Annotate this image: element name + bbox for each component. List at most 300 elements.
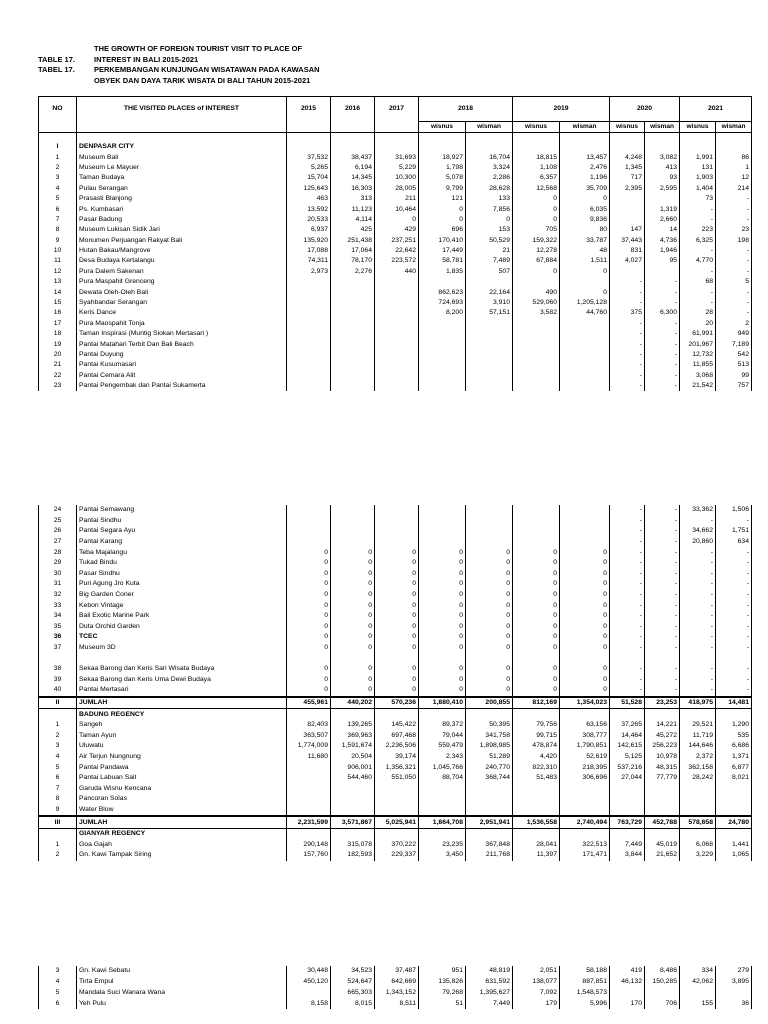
row-number: 4 bbox=[39, 977, 77, 988]
cell-value bbox=[645, 267, 680, 277]
cell-value: 0 bbox=[560, 664, 610, 675]
place-name: TCEC bbox=[77, 632, 287, 643]
cell-value: 12 bbox=[716, 173, 752, 183]
cell-value: 551,050 bbox=[375, 773, 419, 784]
cell-value: 315,078 bbox=[331, 839, 375, 850]
cell-value bbox=[287, 360, 331, 370]
cell-value bbox=[331, 516, 375, 527]
cell-value bbox=[287, 537, 331, 548]
cell-value: 157,760 bbox=[287, 850, 331, 861]
cell-value bbox=[610, 194, 645, 204]
cell-value bbox=[560, 381, 610, 391]
place-name: Dewata Oleh-Oleh Bali bbox=[77, 287, 287, 297]
cell-value: 82,403 bbox=[287, 720, 331, 731]
row-number: 8 bbox=[39, 794, 77, 805]
cell-value: - bbox=[645, 579, 680, 590]
table-row bbox=[39, 163, 752, 173]
place-name: Pantai Segara Ayu bbox=[77, 526, 287, 537]
cell-value: 2,286 bbox=[466, 173, 513, 183]
place-name: Taman Ayun bbox=[77, 730, 287, 741]
header-row bbox=[39, 97, 752, 122]
cell-value: - bbox=[645, 537, 680, 548]
cell-value: 0 bbox=[466, 579, 513, 590]
cell-value: 23 bbox=[716, 225, 752, 235]
row-number: 29 bbox=[39, 558, 77, 569]
cell-value: 144,646 bbox=[680, 741, 716, 752]
row-number: 13 bbox=[39, 277, 77, 287]
cell-value: 0 bbox=[513, 632, 560, 643]
row-number: 5 bbox=[39, 988, 77, 999]
cell-value: 139,265 bbox=[331, 720, 375, 731]
cell-value: 2,276 bbox=[331, 267, 375, 277]
cell-value: 0 bbox=[419, 590, 466, 601]
row-number: 5 bbox=[39, 194, 77, 204]
cell-value bbox=[513, 339, 560, 349]
cell-value bbox=[560, 142, 610, 152]
place-name: Bali Exotic Marine Park bbox=[77, 611, 287, 622]
cell-value: 46,132 bbox=[610, 977, 645, 988]
cell-value bbox=[560, 371, 610, 381]
cell-value: 419 bbox=[610, 966, 645, 977]
place-name: Pulau Serangan bbox=[77, 184, 287, 194]
cell-value: 11,719 bbox=[680, 730, 716, 741]
table-row bbox=[39, 850, 752, 861]
cell-value: - bbox=[645, 611, 680, 622]
cell-value: 949 bbox=[716, 329, 752, 339]
row-number: 38 bbox=[39, 664, 77, 675]
cell-value bbox=[287, 505, 331, 516]
cell-value: 642,669 bbox=[375, 977, 419, 988]
cell-value: 1,404 bbox=[680, 184, 716, 194]
row-number: 27 bbox=[39, 537, 77, 548]
cell-value: - bbox=[610, 516, 645, 527]
place-name: Pantai Kusumasari bbox=[77, 360, 287, 370]
row-number: 16 bbox=[39, 308, 77, 318]
cell-value: 3,844 bbox=[610, 850, 645, 861]
cell-value: 906,001 bbox=[331, 762, 375, 773]
cell-value: 0 bbox=[560, 622, 610, 633]
place-name: Uluwatu bbox=[77, 741, 287, 752]
cell-value: 0 bbox=[513, 558, 560, 569]
cell-value bbox=[560, 505, 610, 516]
cell-value: 48 bbox=[560, 246, 610, 256]
table-row bbox=[39, 730, 752, 741]
cell-value: - bbox=[645, 569, 680, 580]
cell-value: 0 bbox=[419, 547, 466, 558]
cell-value: 0 bbox=[331, 547, 375, 558]
cell-value bbox=[419, 516, 466, 527]
cell-value: - bbox=[716, 664, 752, 675]
row-number: 2 bbox=[39, 850, 77, 861]
row-number: 19 bbox=[39, 339, 77, 349]
cell-value bbox=[680, 709, 716, 720]
cell-value: 6,035 bbox=[560, 204, 610, 214]
cell-value: 429 bbox=[375, 225, 419, 235]
cell-value: 223 bbox=[680, 225, 716, 235]
cell-value bbox=[287, 526, 331, 537]
table-row bbox=[39, 805, 752, 817]
cell-value bbox=[645, 194, 680, 204]
table-row bbox=[39, 547, 752, 558]
cell-value: - bbox=[610, 558, 645, 569]
cell-value: 1,511 bbox=[560, 256, 610, 266]
cell-value: 0 bbox=[287, 600, 331, 611]
cell-value: 30,448 bbox=[287, 966, 331, 977]
cell-value: 1,898,985 bbox=[466, 741, 513, 752]
subheader-wisman: wisman bbox=[645, 122, 680, 133]
cell-value: 3,895 bbox=[716, 977, 752, 988]
table-row bbox=[39, 998, 752, 1009]
cell-value bbox=[610, 215, 645, 225]
cell-value: 52,619 bbox=[560, 752, 610, 763]
cell-value bbox=[560, 709, 610, 720]
cell-value: 578,658 bbox=[680, 816, 716, 828]
cell-value bbox=[331, 287, 375, 297]
cell-value: 21,542 bbox=[680, 381, 716, 391]
cell-value: 9,836 bbox=[560, 215, 610, 225]
cell-value: 0 bbox=[513, 547, 560, 558]
cell-value: - bbox=[680, 246, 716, 256]
cell-value: - bbox=[610, 526, 645, 537]
cell-value bbox=[513, 319, 560, 329]
cell-value: 507 bbox=[466, 267, 513, 277]
cell-value: 0 bbox=[466, 569, 513, 580]
cell-value: 5 bbox=[716, 277, 752, 287]
cell-value: 240,770 bbox=[466, 762, 513, 773]
subheader-wisman: wisman bbox=[716, 122, 752, 133]
cell-value: 0 bbox=[513, 590, 560, 601]
row-number: 26 bbox=[39, 526, 77, 537]
cell-value: 0 bbox=[466, 547, 513, 558]
cell-value: 18,927 bbox=[419, 152, 466, 162]
cell-value: 23,253 bbox=[645, 697, 680, 709]
cell-value: 513 bbox=[716, 360, 752, 370]
cell-value: 1,880,410 bbox=[419, 697, 466, 709]
cell-value: 57,151 bbox=[466, 308, 513, 318]
cell-value: 1,835 bbox=[419, 267, 466, 277]
cell-value bbox=[466, 805, 513, 817]
cell-value: 201,967 bbox=[680, 339, 716, 349]
cell-value bbox=[610, 709, 645, 720]
cell-value: 0 bbox=[419, 569, 466, 580]
cell-value: - bbox=[645, 622, 680, 633]
place-name: Prasasti Blanjong bbox=[77, 194, 287, 204]
place-name: Pantai Pandawa bbox=[77, 762, 287, 773]
cell-value bbox=[466, 319, 513, 329]
col-header-place: THE VISITED PLACES of INTEREST bbox=[77, 97, 287, 122]
cell-value bbox=[513, 142, 560, 152]
cell-value: 74,311 bbox=[287, 256, 331, 266]
cell-value: - bbox=[645, 590, 680, 601]
cell-value bbox=[645, 653, 680, 664]
cell-value: 425 bbox=[331, 225, 375, 235]
cell-value: - bbox=[716, 643, 752, 654]
subheader-wisman: wisman bbox=[560, 122, 610, 133]
cell-value bbox=[466, 339, 513, 349]
cell-value: 27,044 bbox=[610, 773, 645, 784]
cell-value: 14 bbox=[645, 225, 680, 235]
cell-value: 0 bbox=[466, 590, 513, 601]
cell-value bbox=[331, 371, 375, 381]
subheader-wisnus: wisnus bbox=[610, 122, 645, 133]
cell-value: 0 bbox=[375, 547, 419, 558]
place-name: Goa Gajah bbox=[77, 839, 287, 850]
cell-value: - bbox=[716, 516, 752, 527]
cell-value: - bbox=[680, 547, 716, 558]
cell-value: 2,476 bbox=[560, 163, 610, 173]
cell-value bbox=[716, 709, 752, 720]
table-row bbox=[39, 675, 752, 686]
cell-value: 12,732 bbox=[680, 350, 716, 360]
cell-value: - bbox=[610, 600, 645, 611]
row-number: 14 bbox=[39, 287, 77, 297]
cell-value bbox=[419, 653, 466, 664]
cell-value: 0 bbox=[513, 194, 560, 204]
cell-value: - bbox=[610, 685, 645, 697]
cell-value: 0 bbox=[419, 675, 466, 686]
place-name: Gn. Kawi Tampak Siring bbox=[77, 850, 287, 861]
table-row bbox=[39, 590, 752, 601]
row-number: 20 bbox=[39, 350, 77, 360]
cell-value: 86 bbox=[716, 152, 752, 162]
cell-value bbox=[375, 653, 419, 664]
cell-value bbox=[466, 794, 513, 805]
table-row bbox=[39, 256, 752, 266]
cell-value: - bbox=[680, 287, 716, 297]
cell-value: 1,946 bbox=[645, 246, 680, 256]
cell-value: 0 bbox=[560, 267, 610, 277]
cell-value bbox=[560, 805, 610, 817]
row-number: 4 bbox=[39, 752, 77, 763]
cell-value: 28,628 bbox=[466, 184, 513, 194]
cell-value bbox=[645, 142, 680, 152]
table-row bbox=[39, 173, 752, 183]
cell-value: - bbox=[645, 360, 680, 370]
table-row bbox=[39, 600, 752, 611]
place-name: Air Terjun Nungnung bbox=[77, 752, 287, 763]
table-row bbox=[39, 277, 752, 287]
cell-value bbox=[513, 783, 560, 794]
place-name: Pantai Semawang bbox=[77, 505, 287, 516]
cell-value: 1,774,009 bbox=[287, 741, 331, 752]
cell-value: - bbox=[680, 204, 716, 214]
cell-value bbox=[419, 277, 466, 287]
cell-value: - bbox=[610, 277, 645, 287]
cell-value: 99,715 bbox=[513, 730, 560, 741]
cell-value: 256,223 bbox=[645, 741, 680, 752]
place-name: Museum 3D bbox=[77, 643, 287, 654]
cell-value bbox=[375, 505, 419, 516]
cell-value bbox=[466, 653, 513, 664]
cell-value: 1,196 bbox=[560, 173, 610, 183]
cell-value: 452,788 bbox=[645, 816, 680, 828]
cell-value bbox=[466, 709, 513, 720]
cell-value bbox=[610, 988, 645, 999]
cell-value: 251,438 bbox=[331, 236, 375, 246]
cell-value: 706 bbox=[645, 998, 680, 1009]
cell-value: 51,528 bbox=[610, 697, 645, 709]
table-row bbox=[39, 569, 752, 580]
cell-value bbox=[560, 794, 610, 805]
cell-value bbox=[610, 267, 645, 277]
cell-value: 24,780 bbox=[716, 816, 752, 828]
cell-value: 171,471 bbox=[560, 850, 610, 861]
cell-value bbox=[513, 371, 560, 381]
cell-value: 0 bbox=[513, 267, 560, 277]
place-name: Hutan Bakau/Mangrove bbox=[77, 246, 287, 256]
cell-value: - bbox=[645, 675, 680, 686]
cell-value: 38,437 bbox=[331, 152, 375, 162]
cell-value: 1,441 bbox=[716, 839, 752, 850]
cell-value: 3,324 bbox=[466, 163, 513, 173]
cell-value: 133 bbox=[466, 194, 513, 204]
cell-value: - bbox=[610, 611, 645, 622]
cell-value: 44,760 bbox=[560, 308, 610, 318]
cell-value: 0 bbox=[419, 664, 466, 675]
cell-value: 4,248 bbox=[610, 152, 645, 162]
cell-value: 634 bbox=[716, 537, 752, 548]
cell-value: 13,457 bbox=[560, 152, 610, 162]
cell-value: - bbox=[645, 381, 680, 391]
cell-value: 214 bbox=[716, 184, 752, 194]
cell-value bbox=[513, 381, 560, 391]
table-row bbox=[39, 664, 752, 675]
cell-value: 17,449 bbox=[419, 246, 466, 256]
cell-value: 23,235 bbox=[419, 839, 466, 850]
cell-value: 0 bbox=[560, 600, 610, 611]
place-name: Water Blow bbox=[77, 805, 287, 817]
cell-value: 2,973 bbox=[287, 267, 331, 277]
cell-value bbox=[513, 526, 560, 537]
cell-value bbox=[287, 653, 331, 664]
cell-value: 478,874 bbox=[513, 741, 560, 752]
table-row bbox=[39, 783, 752, 794]
cell-value: 370,222 bbox=[375, 839, 419, 850]
cell-value bbox=[419, 142, 466, 152]
cell-value: 8,015 bbox=[331, 998, 375, 1009]
cell-value: 0 bbox=[560, 685, 610, 697]
row-number bbox=[39, 828, 77, 839]
cell-value: 440 bbox=[375, 267, 419, 277]
cell-value: 544,460 bbox=[331, 773, 375, 784]
cell-value: - bbox=[716, 246, 752, 256]
cell-value: 6,300 bbox=[645, 308, 680, 318]
cell-value: 6,068 bbox=[680, 839, 716, 850]
cell-value: 0 bbox=[287, 590, 331, 601]
cell-value bbox=[513, 653, 560, 664]
cell-value bbox=[375, 537, 419, 548]
cell-value: 79,044 bbox=[419, 730, 466, 741]
cell-value: 35,709 bbox=[560, 184, 610, 194]
cell-value: 31,693 bbox=[375, 152, 419, 162]
place-name: Pantai Cemara Alit bbox=[77, 371, 287, 381]
cell-value: 542 bbox=[716, 350, 752, 360]
cell-value bbox=[419, 360, 466, 370]
cell-value bbox=[331, 142, 375, 152]
cell-value: 211 bbox=[375, 194, 419, 204]
cell-value bbox=[716, 988, 752, 999]
cell-value bbox=[466, 537, 513, 548]
cell-value bbox=[331, 308, 375, 318]
row-number: 40 bbox=[39, 685, 77, 697]
cell-value: 22,164 bbox=[466, 287, 513, 297]
table-row bbox=[39, 194, 752, 204]
cell-value bbox=[287, 308, 331, 318]
cell-value bbox=[419, 828, 466, 839]
cell-value: 6,357 bbox=[513, 173, 560, 183]
cell-value: 21,652 bbox=[645, 850, 680, 861]
cell-value: 4,770 bbox=[680, 256, 716, 266]
cell-value bbox=[513, 329, 560, 339]
cell-value bbox=[375, 709, 419, 720]
cell-value: 34,523 bbox=[331, 966, 375, 977]
cell-value: - bbox=[610, 632, 645, 643]
row-number bbox=[39, 653, 77, 664]
row-number: I bbox=[39, 142, 77, 152]
table-row bbox=[39, 611, 752, 622]
cell-value: - bbox=[645, 547, 680, 558]
cell-value: 36 bbox=[716, 998, 752, 1009]
cell-value bbox=[419, 371, 466, 381]
cell-value: 3,571,867 bbox=[331, 816, 375, 828]
cell-value: 147 bbox=[610, 225, 645, 235]
cell-value bbox=[466, 371, 513, 381]
col-header-y2021: 2021 bbox=[680, 97, 752, 122]
cell-value: 0 bbox=[513, 643, 560, 654]
cell-value: 0 bbox=[287, 558, 331, 569]
row-number: 21 bbox=[39, 360, 77, 370]
row-number: 15 bbox=[39, 298, 77, 308]
cell-value: 0 bbox=[419, 622, 466, 633]
cell-value bbox=[610, 204, 645, 214]
cell-value bbox=[466, 783, 513, 794]
cell-value bbox=[287, 287, 331, 297]
table-row bbox=[39, 977, 752, 988]
cell-value bbox=[680, 653, 716, 664]
place-name: Desa Budaya Kertalangu bbox=[77, 256, 287, 266]
cell-value: 524,647 bbox=[331, 977, 375, 988]
place-name: Monumen Perjuangan Rakyat Bali bbox=[77, 236, 287, 246]
table-row bbox=[39, 267, 752, 277]
cell-value: 0 bbox=[331, 611, 375, 622]
cell-value: 0 bbox=[287, 611, 331, 622]
cell-value bbox=[331, 794, 375, 805]
cell-value bbox=[419, 805, 466, 817]
cell-value: 0 bbox=[466, 664, 513, 675]
cell-value: 0 bbox=[287, 632, 331, 643]
cell-value bbox=[645, 783, 680, 794]
cell-value: 279 bbox=[716, 966, 752, 977]
cell-value: 73 bbox=[680, 194, 716, 204]
table-row bbox=[39, 298, 752, 308]
cell-value: - bbox=[680, 569, 716, 580]
cell-value: 0 bbox=[375, 685, 419, 697]
cell-value bbox=[287, 516, 331, 527]
cell-value: 0 bbox=[513, 622, 560, 633]
cell-value: 0 bbox=[560, 558, 610, 569]
cell-value bbox=[610, 828, 645, 839]
cell-value bbox=[560, 339, 610, 349]
place-name: Syahbandar Serangan bbox=[77, 298, 287, 308]
cell-value bbox=[375, 308, 419, 318]
cell-value: 0 bbox=[287, 643, 331, 654]
cell-value: 2,236,506 bbox=[375, 741, 419, 752]
cell-value bbox=[560, 783, 610, 794]
cell-value: 8,511 bbox=[375, 998, 419, 1009]
cell-value: 490 bbox=[513, 287, 560, 297]
cell-value: - bbox=[610, 319, 645, 329]
cell-value: 7,092 bbox=[513, 988, 560, 999]
